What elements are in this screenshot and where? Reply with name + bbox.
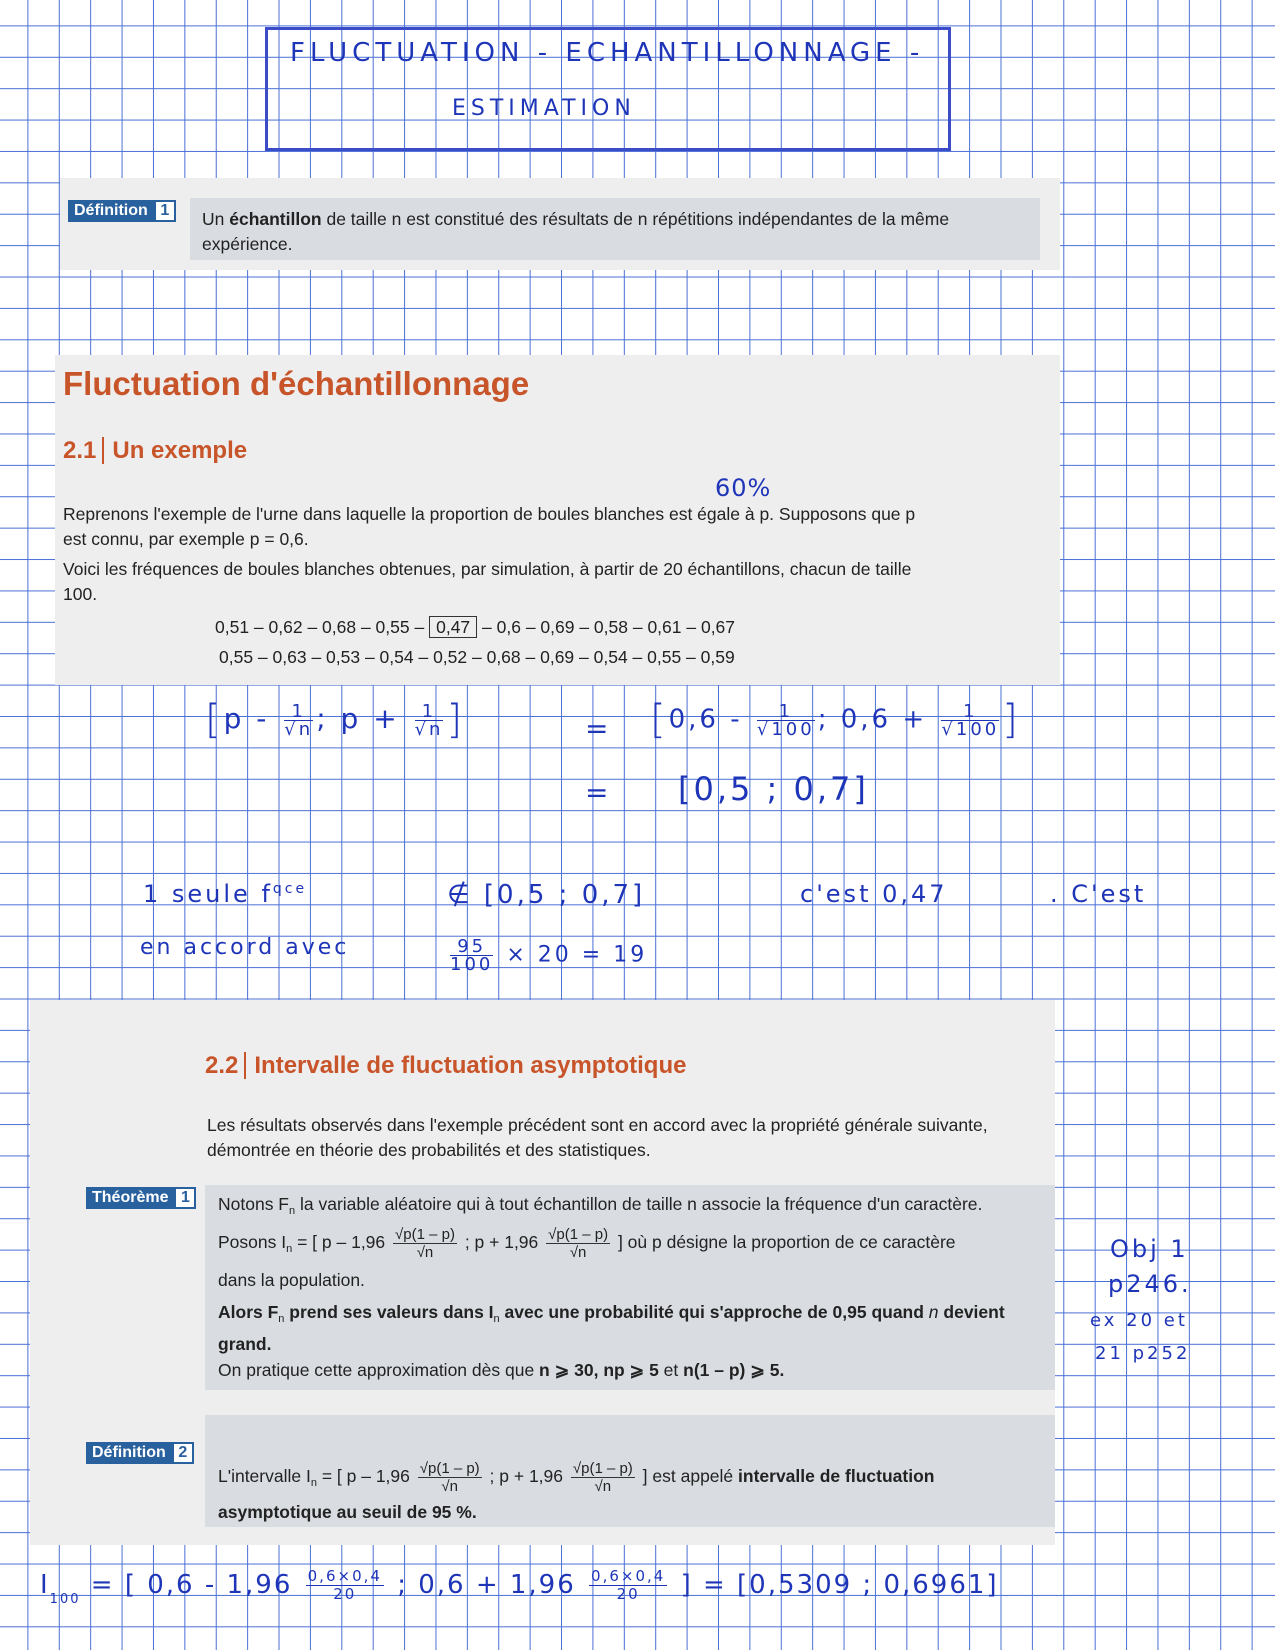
hw-bottom-end: ] = [0,5309 ; 0,6961] (680, 1570, 999, 1600)
title-line-1: FLUCTUATION - ECHANTILLONNAGE - (290, 38, 925, 68)
thm-l5-bold: n ⩾ 30, np ⩾ 5 (539, 1360, 659, 1380)
thm-sub-n: n (289, 1205, 296, 1217)
definition-2-tag (86, 1442, 194, 1464)
thm-l1-rest: la variable aléatoire qui à tout échantillon de taille n associe la fréquence d'un caractère. (295, 1194, 983, 1214)
frequencies-row-1 (215, 615, 735, 640)
theorem-1-tag (86, 1187, 196, 1209)
theorem-line-4 (218, 1300, 1048, 1357)
theorem-line-2 (218, 1226, 956, 1262)
handwritten-note-line-2: en accord avec (140, 935, 350, 960)
row1-part-a: 0,51 – 0,62 – 0,68 – 0,55 – (215, 617, 425, 637)
theorem-tag-number: 1 (174, 1187, 196, 1209)
theorem-line-5 (218, 1358, 784, 1383)
thm-posons: Posons I (218, 1232, 287, 1253)
thm-sub-n-2: n (286, 1243, 293, 1256)
hw-rad-den-2: 20 (616, 1585, 640, 1603)
thm-l2-d: ] où p désigne la proportion de ce caractère (613, 1232, 956, 1253)
handwritten-side-3: ex 20 et (1090, 1310, 1188, 1331)
handwritten-side-4: 21 p252 (1095, 1343, 1191, 1364)
definition-2-line-2: asymptotique au seuil de 95 %. (218, 1502, 477, 1522)
def2-c: ; p + 1,96 (484, 1466, 568, 1487)
title-line-2: ESTIMATION (452, 96, 636, 121)
handwritten-equals-1: = (585, 712, 612, 745)
def2-frac-num-2: √p(1 – p) (572, 1460, 633, 1477)
hw-frac-num-4: 1 (941, 703, 999, 721)
def2-e: intervalle de fluctuation (738, 1466, 935, 1487)
def2-frac-num: √p(1 – p) (419, 1460, 480, 1477)
hw-calc-den: 100 (450, 954, 494, 975)
hw-I-sub: 100 (49, 1592, 81, 1607)
thm-l5-bold-b: n(1 – p) ⩾ 5. (683, 1360, 785, 1380)
thm-l4-n: n (923, 1302, 944, 1322)
theorem-line-3: dans la population. (218, 1270, 365, 1290)
thm-frac-den: √n (416, 1244, 434, 1261)
handwritten-side-1: Obj 1 (1110, 1235, 1189, 1263)
hw-06-plus: ; 0,6 + (817, 704, 939, 735)
hw-bottom-a: = [ 0,6 - 1,96 (90, 1570, 293, 1600)
handwritten-calc (447, 938, 647, 973)
handwritten-equals-2: = (585, 776, 612, 809)
definition-tag-label: Définition (68, 200, 154, 222)
section-heading: Fluctuation d'échantillonnage (63, 365, 530, 402)
thm-l2-b: = [ p – 1,96 (292, 1232, 391, 1253)
hw-p-minus: p - (223, 702, 282, 735)
thm-l4-d: devient grand. (218, 1302, 1005, 1354)
hw-rad-num: 0,6×0,4 (307, 1567, 382, 1585)
thm-sub-n-3: n (278, 1313, 285, 1325)
handwritten-60-percent: 60% (715, 474, 772, 502)
subsection-21-title (63, 437, 247, 465)
hw-06-minus: 0,6 - (668, 704, 754, 735)
hw-frac-den-3: √100 (756, 718, 815, 740)
hw-frac-den-2: √n (414, 718, 444, 740)
example-paragraph-1: Reprenons l'exemple de l'urne dans laquelle la proportion de boules blanches est égale à p. Supposons que p est connu, par exemple p = 0,6. (63, 504, 916, 549)
thm-notons: Notons F (218, 1194, 289, 1214)
def2-sub-n: n (310, 1477, 317, 1490)
definition-2-tag-number: 2 (172, 1442, 194, 1464)
def2-d: ] est appelé (637, 1466, 739, 1487)
hw-frac-num-2: 1 (415, 703, 444, 721)
definition-1-text (202, 207, 1032, 257)
thm-frac-num: √p(1 – p) (395, 1226, 455, 1243)
hw-frac-den: √n (284, 718, 314, 740)
hw-seule: 1 seule f (143, 880, 273, 908)
def1-pre: Un (202, 209, 230, 229)
thm-frac-den-2: √n (569, 1244, 587, 1261)
handwritten-note-not-in: ∉ [0,5 ; 0,7] (447, 880, 646, 910)
row1-part-b: – 0,6 – 0,69 – 0,58 – 0,61 – 0,67 (482, 617, 736, 637)
handwritten-note-cest-2: . C'est (1050, 880, 1147, 908)
definition-tag-number: 1 (154, 200, 176, 222)
hw-frac-num: 1 (284, 703, 313, 721)
def2-frac-den-2: √n (594, 1478, 612, 1495)
hw-calc-num: 95 (450, 938, 493, 956)
hw-bottom-b: ; 0,6 + 1,96 (397, 1570, 576, 1600)
thm-alors: Alors F (218, 1302, 279, 1322)
def2-b: = [ p – 1,96 (316, 1466, 415, 1487)
subsection-number: 2.1 (63, 437, 104, 464)
hw-frac-num-3: 1 (757, 703, 815, 721)
thm-l2-c: ; p + 1,96 (459, 1232, 544, 1253)
frequencies-row-2: 0,55 – 0,63 – 0,53 – 0,54 – 0,52 – 0,68 – 0,69 – 0,54 – 0,55 – 0,59 (219, 647, 735, 667)
hw-frac-den-4: √100 (941, 718, 1000, 740)
theorem-line-1 (218, 1192, 982, 1224)
hw-I: I (40, 1570, 50, 1600)
definition-2-tag-label: Définition (86, 1442, 172, 1464)
subsection-22-title (205, 1052, 686, 1080)
thm-l4-b: prend ses valeurs dans I (284, 1302, 494, 1322)
handwritten-side-2: p246. (1108, 1270, 1192, 1298)
hw-calc-rest: × 20 = 19 (506, 942, 648, 968)
example-paragraph-2: Voici les fréquences de boules blanches obtenues, par simulation, à partir de 20 échantillons, chacun de taille 100. (63, 559, 912, 604)
hw-rad-den: 20 (333, 1585, 357, 1603)
subsection-label: Un exemple (112, 437, 248, 464)
def1-bold: échantillon (229, 209, 322, 229)
hw-rad-num-2: 0,6×0,4 (591, 1567, 666, 1585)
thm-frac-num-2: √p(1 – p) (548, 1226, 609, 1243)
handwritten-note-cest: c'est 0,47 (800, 880, 948, 908)
hw-p-plus: ; p + (316, 702, 412, 735)
theorem-tag-label: Théorème (86, 1187, 174, 1209)
subsection-22-number: 2.2 (205, 1052, 246, 1079)
thm-sub-n-4: n (493, 1313, 500, 1325)
handwritten-interval-general: [p - $\frac{1}{√n}$ ; p + $\frac{1}{√n}$ ] (205, 697, 466, 743)
definition-1-tag (68, 200, 176, 222)
def2-a: L'intervalle I (218, 1466, 311, 1487)
section-22-intro: Les résultats observés dans l'exemple précédent sont en accord avec la propriété générale suivante, démontrée en théorie des probabilités et des statistiques. (207, 1115, 988, 1160)
handwritten-interval-numeric: [0,6 - $\frac{1}{√100}$ ; 0,6 + $\frac{1}{√100}$ ] (650, 697, 1021, 743)
def2-frac-den: √n (441, 1478, 458, 1495)
thm-l5-pre: On pratique cette approximation dès que (218, 1360, 540, 1380)
subsection-22-label: Intervalle de fluctuation asymptotique (254, 1052, 687, 1079)
handwritten-bottom-calc (40, 1568, 999, 1607)
def1-post: de taille n est constitué des résultats de n répétitions indépendantes de la même expérience. (202, 209, 950, 254)
highlighted-frequency: 0,47 (429, 616, 477, 638)
thm-l5-mid: et (658, 1360, 684, 1380)
handwritten-note-line-1 (143, 880, 307, 908)
handwritten-result-interval: [0,5 ; 0,7] (678, 770, 869, 808)
hw-qce: qce (272, 881, 308, 897)
thm-l4-c: avec une probabilité qui s'approche de 0,95 quand (499, 1302, 924, 1322)
definition-2-line-1 (218, 1460, 934, 1496)
